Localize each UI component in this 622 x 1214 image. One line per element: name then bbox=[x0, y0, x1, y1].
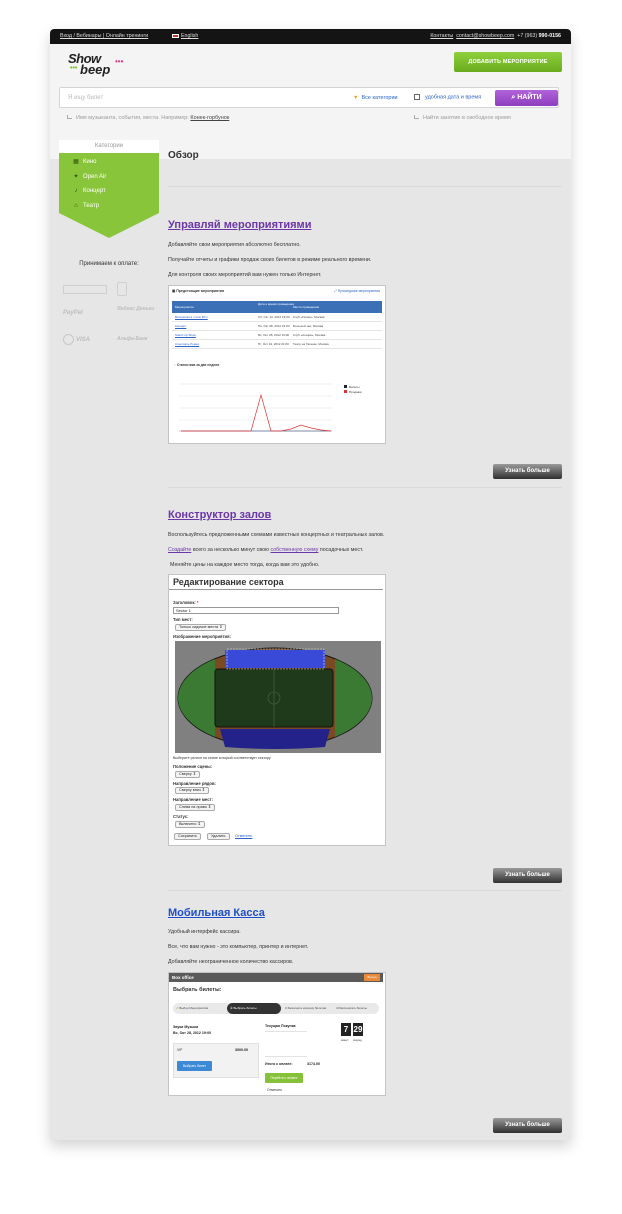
event-cell: Вечеринка в стиле 80-х bbox=[175, 315, 208, 319]
category-label: Кино bbox=[83, 159, 97, 165]
table-row bbox=[172, 331, 382, 340]
box-office-screenshot bbox=[168, 972, 386, 1096]
category-label: Open Air bbox=[83, 174, 107, 180]
box-office-bar-title: Box office bbox=[172, 975, 194, 980]
section3-line: Удобный интерфейс кассира. bbox=[168, 929, 241, 935]
event-date: Вс, Окт 28, 2012 19:00 bbox=[173, 1031, 212, 1035]
category-label: Театр bbox=[83, 203, 99, 209]
categories-list bbox=[59, 153, 159, 213]
logo-dots-green-icon: ••• bbox=[70, 65, 78, 72]
checkout-steps bbox=[173, 1003, 379, 1014]
stage-select: Сверху ⇕ bbox=[175, 771, 200, 778]
type-select: Только сидячие места ⇕ bbox=[175, 624, 226, 631]
stage-label: Положение сцены: bbox=[173, 764, 213, 769]
mobile-logo-icon bbox=[117, 282, 127, 296]
choose-tickets-title: Выбрать билеты: bbox=[173, 987, 222, 993]
search-input[interactable]: Я ищу билет bbox=[68, 95, 104, 101]
date-select-label: удобная дата и время bbox=[425, 94, 482, 101]
status-select: Включено ⇕ bbox=[175, 821, 205, 828]
section2-line: Воспользуйтесь предложенными схемами известных концертных и театральных залов. bbox=[168, 532, 385, 538]
type-select-value: Только сидячие места bbox=[179, 625, 219, 629]
uk-flag-icon bbox=[172, 34, 179, 38]
search-hint bbox=[67, 115, 229, 121]
language-link[interactable]: English bbox=[181, 33, 199, 39]
visa-logo bbox=[63, 334, 90, 345]
status-select-value: Включено bbox=[179, 822, 197, 826]
hall-scheme-image bbox=[175, 641, 381, 753]
search-bar bbox=[59, 87, 559, 108]
login-links[interactable]: Вход / Вебинары | Онлайн тренинги bbox=[60, 33, 149, 39]
logo-top-text: Show bbox=[68, 51, 101, 66]
scheme-note: Выберите регион на схеме который соответствует сектору bbox=[173, 756, 271, 760]
ticket-type: VIP bbox=[177, 1048, 183, 1052]
type-label: Тип мест: bbox=[173, 617, 193, 622]
upcoming-events-label: Предстоящие мероприятия bbox=[176, 289, 224, 293]
check-icon: ✓ bbox=[176, 1006, 179, 1010]
section2-text: всего за несколько минут свою bbox=[191, 547, 271, 553]
stats-title: ◌ Статистика за две недели bbox=[174, 363, 220, 367]
cart-lines bbox=[265, 1031, 307, 1057]
seats-direction-label: Направление мест: bbox=[173, 797, 213, 802]
step-label: Выбрать билеты bbox=[233, 1006, 257, 1010]
step-3: 3 Заполните корзину билетов bbox=[285, 1006, 327, 1010]
delete-button: Удалить bbox=[207, 833, 230, 840]
timer-minutes-label: минут bbox=[341, 1038, 349, 1042]
seats-direction-select: Слева на право ⇕ bbox=[175, 804, 215, 811]
hint-text: Имя музыканта, события, места. Например: bbox=[76, 115, 189, 121]
image-label: Изображение мероприятия: bbox=[173, 634, 231, 639]
find-button[interactable] bbox=[495, 90, 558, 106]
sector-editor-divider bbox=[169, 589, 383, 590]
contacts-link[interactable]: Контакты bbox=[430, 33, 454, 39]
date-cell: Сб, Окт 13, 2012 19:00 bbox=[258, 315, 290, 319]
learn-more-button[interactable]: Узнать больше bbox=[493, 868, 562, 883]
logo-dots-icon: ••• bbox=[115, 57, 124, 66]
yandex-money-logo: Яндекс Деньги bbox=[117, 306, 155, 312]
section-hall-constructor-title[interactable]: Конструктор залов bbox=[168, 509, 272, 521]
step-label: Распечатать билеты bbox=[338, 1006, 367, 1010]
total-label: Итого к оплате: bbox=[265, 1062, 293, 1066]
add-event-button[interactable]: ДОБАВИТЬ МЕРОПРИЯТИЕ bbox=[454, 52, 562, 72]
rows-direction-value: Сверху вниз bbox=[179, 788, 201, 792]
bottom-sector bbox=[220, 729, 330, 749]
box-office-bar bbox=[169, 973, 383, 982]
phone-prefix: +7 (963) bbox=[517, 33, 538, 39]
guitar-icon: ♪ bbox=[74, 188, 78, 194]
step-label: Заполните корзину билетов bbox=[287, 1006, 327, 1010]
payment-title: Принимаем к оплате: bbox=[79, 261, 139, 267]
hint-corner-icon bbox=[414, 115, 419, 119]
hint-example-link[interactable]: Конек-горбунок bbox=[190, 115, 230, 121]
timer-seconds-label: секунд bbox=[353, 1038, 362, 1042]
table-row bbox=[172, 313, 382, 322]
timer-minutes: 7 bbox=[341, 1023, 351, 1036]
place-cell: Театр на Таганке, Москва bbox=[293, 342, 329, 346]
sales-series-line bbox=[181, 395, 331, 431]
event-cell: Концерт bbox=[175, 324, 187, 328]
event-cell: Stand Up Show bbox=[175, 333, 196, 337]
step-label: Выбор Мероприятия bbox=[179, 1006, 209, 1010]
search-icon: ⌕ bbox=[511, 94, 518, 101]
events-table-header bbox=[172, 301, 382, 313]
date-select[interactable] bbox=[414, 94, 481, 100]
reset-button: Отменить bbox=[267, 1088, 283, 1092]
divider bbox=[168, 186, 562, 187]
section1-line: Добавляйте свои мероприятия абсолютно бесплатно. bbox=[168, 242, 301, 248]
logout-button: Выход bbox=[364, 974, 380, 981]
visa-label: VISA bbox=[76, 337, 91, 344]
table-row bbox=[172, 340, 382, 349]
sector-editor-title: Редактирование сектора bbox=[173, 577, 284, 587]
learn-more-button[interactable]: Узнать больше bbox=[493, 464, 562, 479]
hint-corner-icon bbox=[67, 115, 72, 119]
col-place: Место проведения bbox=[293, 305, 320, 309]
page-title: Обзор bbox=[168, 150, 199, 161]
events-dashboard-screenshot bbox=[168, 285, 386, 444]
stats-title-label: Статистика за две недели bbox=[176, 363, 220, 367]
past-events-label: Прошедшие мероприятия bbox=[337, 289, 380, 293]
place-cell: Клуб «Альфа», Москва bbox=[293, 333, 326, 337]
event-name: Звуки Музыки bbox=[173, 1025, 199, 1029]
dropdown-arrow-icon: ▼ bbox=[353, 95, 359, 101]
alfa-bank-logo: Альфа-Банк bbox=[117, 336, 148, 342]
sales-chart bbox=[169, 374, 385, 444]
date-hint bbox=[414, 115, 511, 121]
rows-direction-label: Направление рядов: bbox=[173, 781, 216, 786]
table-row bbox=[172, 322, 382, 331]
step-2-active: ② Выбрать билеты bbox=[227, 1003, 281, 1014]
theater-icon: ⌂ bbox=[74, 203, 78, 209]
ticket-price: 3000.00 bbox=[235, 1048, 248, 1052]
top-sector bbox=[225, 650, 325, 668]
paypal-logo: PayPal bbox=[63, 310, 83, 316]
logo-bottom-text: beep bbox=[80, 62, 111, 77]
place-cell: Большой зал, Москва bbox=[293, 324, 324, 328]
category-select[interactable] bbox=[353, 95, 398, 101]
phone-number: 990-0156 bbox=[538, 33, 561, 39]
seats-direction-value: Слева на право bbox=[179, 805, 207, 809]
category-item-theater[interactable] bbox=[72, 203, 99, 209]
upcoming-events-header: ▣ Предстоящие мероприятия bbox=[172, 289, 224, 293]
category-item-open-air[interactable] bbox=[72, 173, 106, 180]
col-event: Мероприятие bbox=[175, 305, 194, 309]
section3-line: Все, что вам нужно - это компьютер, принтер и интернет. bbox=[168, 944, 309, 950]
visa-circle-icon bbox=[63, 334, 74, 345]
total-value: 3174.00 bbox=[307, 1062, 320, 1066]
create-link[interactable]: Создайте bbox=[168, 547, 192, 553]
event-cell: Спектакль Ромео bbox=[175, 342, 200, 346]
divider bbox=[168, 487, 562, 488]
past-events-link: ⤢ Прошедшие мероприятия bbox=[334, 289, 380, 293]
section-manage-events-title[interactable]: Управляй мероприятиями bbox=[168, 219, 312, 231]
name-field: Sector 1 bbox=[173, 607, 339, 614]
email-link[interactable]: contact@showbeep.com bbox=[456, 33, 515, 39]
own-scheme-link[interactable]: собственную схему bbox=[270, 547, 319, 553]
sidebar bbox=[59, 140, 159, 344]
date-cell: Пт, Окт 19, 2012 21:00 bbox=[258, 342, 289, 346]
page-container bbox=[50, 29, 571, 1140]
legend-swatch-tickets bbox=[344, 385, 347, 388]
section1-line: Для контроля своих мероприятий вам нужен только Интернет. bbox=[168, 272, 322, 278]
top-bar bbox=[50, 29, 571, 44]
timer-seconds: 29 bbox=[353, 1025, 363, 1034]
categories-title: Категории bbox=[59, 140, 159, 153]
sector-editor-screenshot bbox=[168, 574, 386, 846]
col-date: Дата и время проведения bbox=[258, 302, 294, 306]
name-label: Заголовок: * bbox=[173, 600, 198, 605]
learn-more-button[interactable]: Узнать больше bbox=[493, 1118, 562, 1133]
date-cell: Пн, Окт 08, 2012 19:00 bbox=[258, 324, 290, 328]
cancel-link: Отменить bbox=[235, 834, 253, 838]
calendar-icon bbox=[414, 94, 420, 100]
category-select-label: Все категории bbox=[361, 95, 398, 101]
events-table bbox=[172, 301, 382, 349]
date-hint-text: Найти занятие в свободное время bbox=[423, 115, 511, 121]
place-cell: Клуб «Плаза», Москва bbox=[293, 315, 325, 319]
stage-select-value: Сверху bbox=[179, 772, 192, 776]
film-icon: ▦ bbox=[73, 159, 79, 165]
cart-title: Текущая Покупка bbox=[265, 1024, 296, 1028]
pay-button: Перейти к оплате bbox=[265, 1073, 303, 1083]
choose-ticket-button: Выбрать билет bbox=[177, 1061, 212, 1071]
step-4: 4 Распечатать билеты bbox=[336, 1006, 367, 1010]
find-button-label: НАЙТИ bbox=[517, 94, 542, 101]
status-label: Статус: bbox=[173, 814, 189, 819]
person-icon: ✦ bbox=[73, 174, 79, 180]
legend-tickets: Билеты bbox=[349, 385, 360, 389]
category-label: Концерт bbox=[83, 188, 106, 194]
section1-line: Получайте отчеты и графики продаж своих билетов в режиме реального времени. bbox=[168, 257, 372, 263]
legend-swatch-sales bbox=[344, 390, 347, 393]
category-item-concert[interactable] bbox=[72, 188, 106, 194]
legend-sales: Продажи bbox=[349, 390, 362, 394]
section-mobile-boxoffice-title[interactable]: Мобильная Касса bbox=[168, 907, 265, 919]
date-cell: Вс, Окт 28, 2012 19:00 bbox=[258, 333, 290, 337]
card-logo-icon bbox=[63, 285, 107, 294]
rows-direction-select: Сверху вниз ⇕ bbox=[175, 787, 209, 794]
category-item-kino[interactable] bbox=[72, 158, 97, 165]
categories-tail bbox=[59, 213, 159, 238]
save-button: Сохранить bbox=[174, 833, 201, 840]
section3-line: Добавляйте неограниченное количество кассиров. bbox=[168, 959, 294, 965]
section2-text: посадочных мест. bbox=[318, 547, 364, 553]
step-1 bbox=[176, 1003, 208, 1014]
section2-line bbox=[168, 547, 363, 553]
showbeep-logo[interactable] bbox=[68, 51, 138, 77]
section2-line: Меняйте цены на каждое место тогда, когда вам это удобно. bbox=[170, 562, 320, 568]
divider bbox=[168, 890, 562, 891]
